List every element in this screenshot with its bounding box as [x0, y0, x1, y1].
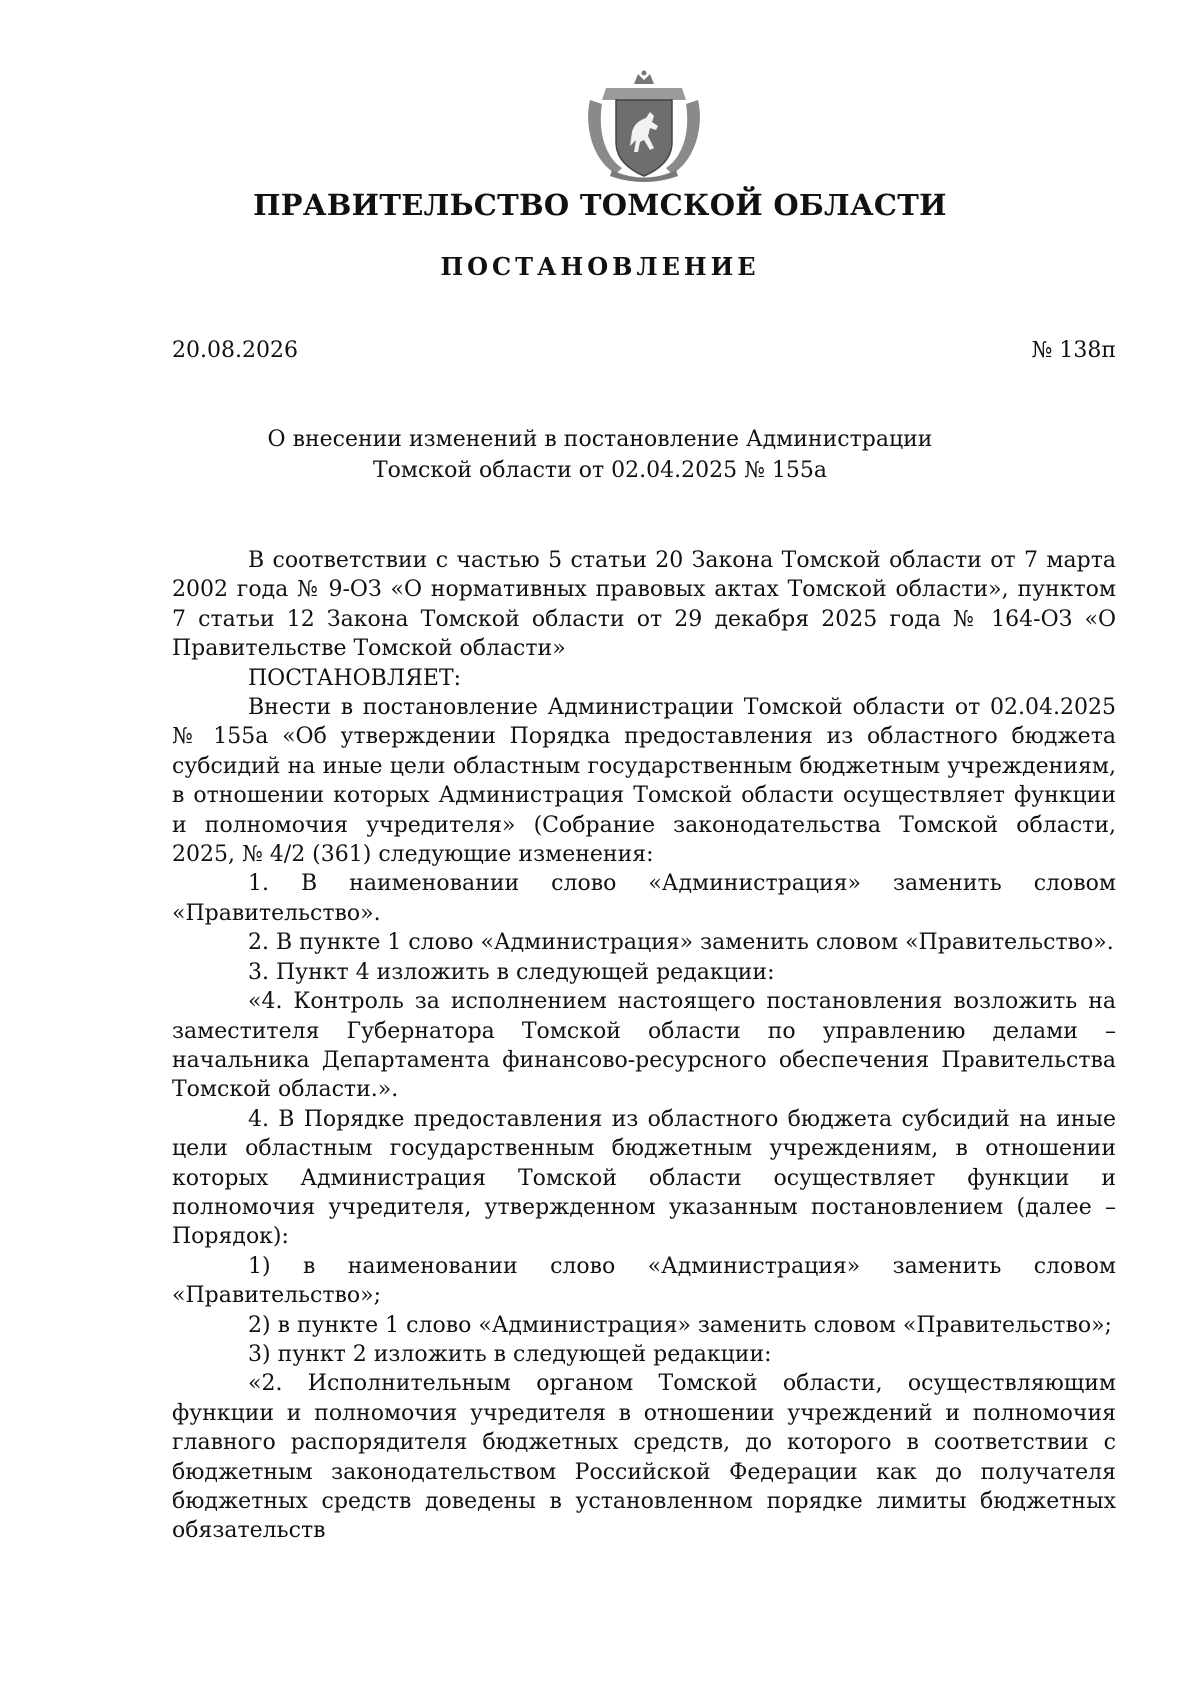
preamble-paragraph: В соответствии с частью 5 статьи 20 Закона Томской области от 7 марта 2002 года № 9-ОЗ «О нормативных правовых актах Томской области», пунктом 7 статьи 12 Закона Томской области от 29 декабря 2025 года № 164-ОЗ «О Правительстве Томской области» [172, 548, 1116, 662]
subitem-2: 2) в пункте 1 слово «Администрация» заменить словом «Правительство»; [248, 1312, 1112, 1338]
intro-paragraph: Внести в постановление Администрации Томской области от 02.04.2025 № 155а «Об утверждении Порядка предоставления из областного бюджета субсидий на иные цели областным государственным бюджетным учреждениям, в отношении которых Администрация Томской области осуществляет функции и полномочия учредителя» (Собрание законодательства Томской области, 2025, № 4/2 (361) следующие изменения: [172, 695, 1116, 868]
subitem-3-quote: «2. Исполнительным органом Томской области, осуществляющим функции и полномочия учредителя в отношении учреждений и полномочия главного распорядителя бюджетных средств, до которого в соответствии с бюджетным законодательством Российской Федерации как до получателя бюджетных средств доведены в установленном порядке лимиты бюджетных обязательств [172, 1371, 1116, 1544]
coat-of-arms-icon [582, 70, 706, 182]
item-3-quote: «4. Контроль за исполнением настоящего постановления возложить на заместителя Губернатора Томской области по управлению делами – начальника Департамента финансово-ресурсного обеспечения Правительства Томской области.». [172, 989, 1116, 1103]
subitem-1: 1) в наименовании слово «Администрация» заменить словом «Правительство»; [172, 1253, 1116, 1309]
item-1: 1. В наименовании слово «Администрация» заменить словом «Правительство». [172, 871, 1116, 926]
document-body [172, 546, 1116, 1546]
decree-word: ПОСТАНОВЛЯЕТ: [248, 665, 462, 691]
document-number: № 138п [1031, 338, 1116, 363]
organization-title: ПРАВИТЕЛЬСТВО ТОМСКОЙ ОБЛАСТИ [253, 188, 947, 222]
document-date: 20.08.2026 [172, 338, 298, 363]
document-subject [0, 424, 1200, 486]
item-4: 4. В Порядке предоставления из областного бюджета субсидий на иные цели областным государственным бюджетным учреждениям, в отношении которых Администрация Томской области осуществляет функции и полномочия учредителя, утвержденном указанным постановлением (далее – Порядок): [172, 1106, 1116, 1250]
subitem-3: 3) пункт 2 изложить в следующей редакции: [248, 1341, 772, 1367]
subject-line-2: Томской области от 02.04.2025 № 155а [372, 458, 828, 483]
item-3: 3. Пункт 4 изложить в следующей редакции: [248, 959, 775, 985]
subject-line-1: О внесении изменений в постановление Администрации [267, 427, 933, 452]
item-2: 2. В пункте 1 слово «Администрация» заменить словом «Правительство». [248, 930, 1114, 956]
document-type: ПОСТАНОВЛЕНИЕ [440, 252, 760, 281]
